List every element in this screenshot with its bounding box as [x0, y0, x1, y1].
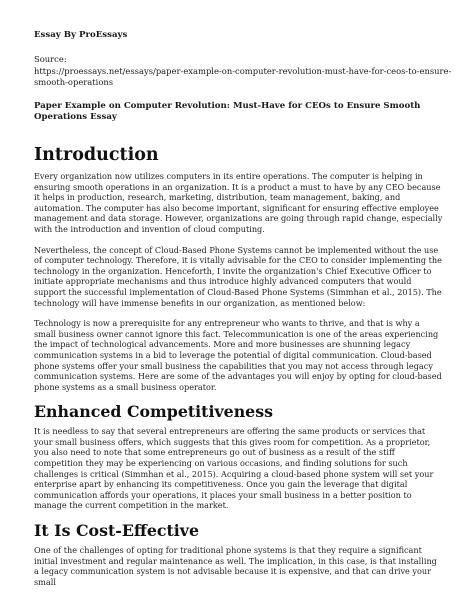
source-label: Source:: [34, 54, 67, 64]
section-enhanced-competitiveness: [34, 402, 444, 511]
paragraph: Every organization now utilizes computers in its entire operations. The computer is helping in ensuring smooth operations in an organization. It is a product a must to have by any CEO because it helps in production, research, marketing, distribution, team management, baking, and automation. The computer has also become important, significant for ensuring effective employee management and data storage. However, organizations are going through rapid change, especially with the introduction and invention of cloud computing.: [34, 171, 443, 234]
paragraph: Nevertheless, the concept of Cloud-Based Phone Systems cannot be implemented without the use of computer technology. Therefore, it is vitally advisable for the CEO to consider implementing the technology in the organization. Henceforth, I invite the organization's Chief Executive Officer to initiate appropriate mechanisms and thus introduce highly advanced computers that would support the successful implementation of Cloud-Based Phone Systems (Simmhan et al., 2015). The technology will have immense benefits in our organization, as mentioned below:: [34, 244, 442, 308]
section-introduction: [34, 144, 444, 392]
source-url: https://proessays.net/essays/paper-example-on-computer-revolution-must-have-for-ceos-to-ensure-smooth-operations: [34, 66, 452, 87]
section-cost-effective: [34, 521, 444, 587]
document-title: Paper Example on Computer Revolution: Must-Have for CEOs to Ensure Smooth Operations Essay: [34, 101, 421, 122]
section-heading: Enhanced Competitiveness: [34, 402, 274, 422]
site-name: Essay By ProEssays: [34, 30, 128, 40]
section-heading: Introduction: [34, 145, 159, 165]
essay-body: [34, 144, 444, 597]
section-heading: It Is Cost-Effective: [34, 521, 200, 541]
paragraph: One of the challenges of opting for traditional phone systems is that they require a significant initial investment and regular maintenance as well. The implication, in this case, is that installing a legacy communication system is not advisable because it is expensive, and that can drive your small: [34, 545, 437, 587]
paragraph: Technology is now a prerequisite for any entrepreneur who wants to thrive, and that is why a small business owner cannot ignore this fact. Telecommunication is one of the areas experiencing the impact of technological advancements. More and more businesses are shunning legacy communication systems in a bid to leverage the potential of digital communication. Cloud-based phone systems offer your small business the capabilities that you may not access through legacy communication systems. Here are some of the advantages you will enjoy by opting for cloud-based phone systems as a small business operator.: [34, 318, 442, 392]
paragraph: It is needless to say that several entrepreneurs are offering the same products or services that your small business offers, which suggests that this gives room for competition. As a proprietor, you also need to note that some entrepreneurs go out of business as a result of the stiff competition they may be experiencing on various occasions, and finding solutions for such challenges is critical (Simmhan et al., 2015). Acquiring a cloud-based phone system will set your enterprise apart by enhancing its competitiveness. Once you gain the leverage that digital communication affords your operations, it places your small business in a better position to manage the current competition in the market.: [34, 426, 434, 511]
